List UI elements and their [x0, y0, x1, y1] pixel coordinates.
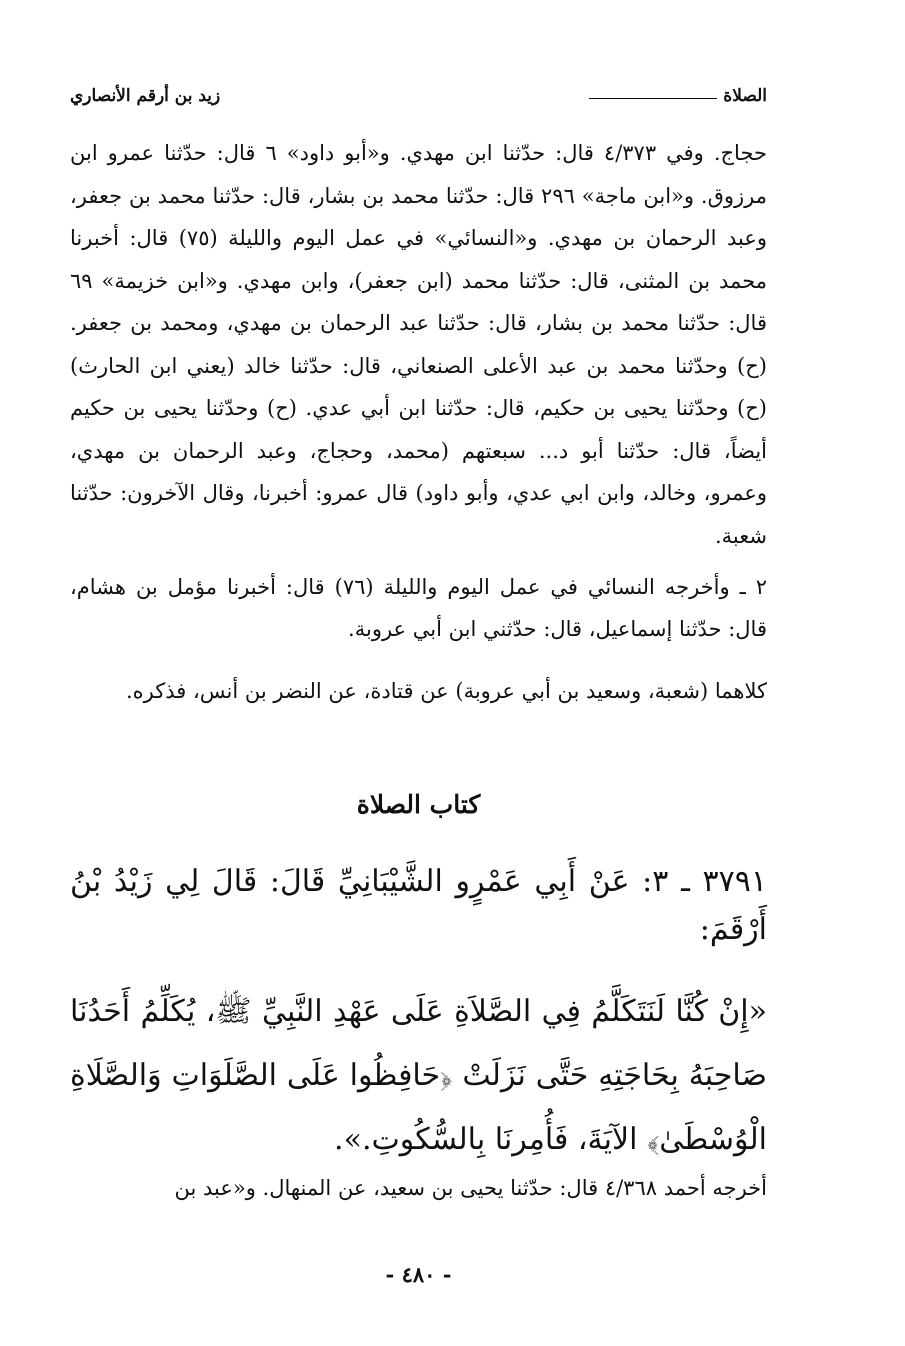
page-number: - ٤٨٠ - — [385, 1262, 452, 1287]
running-header-right — [589, 86, 767, 106]
hadith-heading: ٣٧٩١ ـ ٣: عَنْ أَبِي عَمْرٍو الشَّيْبَانِيِّ قَالَ: قَالَ لِي زَيْدُ بْنُ أَرْقَمَ: — [70, 864, 767, 947]
takhrij-paragraph-3: كلاهما (شعبة، وسعيد بن أبي عروبة) عن قتادة، عن النضر بن أنس، فذكره. — [125, 679, 767, 703]
takhrij-paragraph-1: حجاج. وفي ٤/٣٧٣ قال: حدّثنا ابن مهدي. و«أبو داود» ٦ قال: حدّثنا عمرو ابن مرزوق. و«ابن ماجة» ٢٩٦ قال: حدّثنا محمد بن بشار، قال: حدّثنا محمد بن جعفر، وعبد الرحمان بن مهدي. و«النسائي» في عمل اليوم والليلة (٧٥) قال: أخبرنا محمد بن المثنى، قال: حدّثنا محمد (ابن جعفر)، وابن مهدي. و«ابن خزيمة» ٦٩ قال: حدّثنا محمد بن بشار، قال: حدّثنا عبد الرحمان بن مهدي، ومحمد بن جعفر. (ح) وحدّثنا محمد بن عبد الأعلى الصنعاني، قال: حدّثنا خالد (يعني ابن الحارث) (ح) وحدّثنا يحيى بن حكيم، قال: حدّثنا ابن أبي عدي. (ح) وحدّثنا يحيى بن حكيم أيضاً، قال: حدّثنا أبو د... سبعتهم (محمد، وحجاج، وعبد الرحمان بن مهدي، وعمرو، وخالد، وابن ابي عدي، وأبو داود) قال عمرو: أخبرنا، وقال الآخرون: حدّثنا شعبة. — [70, 141, 768, 548]
source-note: أخرجه أحمد ٤/٣٦٨ قال: حدّثنا يحيى بن سعيد، عن المنهال. و«عبد بن — [174, 1176, 767, 1200]
book-title: زيد بن أرقم الأنصاري — [70, 86, 221, 106]
hadith-text: «إِنْ كُنَّا لَنَتَكَلَّمُ فِي الصَّلاَةِ عَلَى عَهْدِ النَّبِيِّ ﷺ، يُكَلِّمُ أَحَدُنَا صَاحِبَهُ بِحَاجَتِهِ حَتَّى نَزَلَتْ ﴿حَافِظُوا عَلَى الصَّلَوَاتِ وَالصَّلَاةِ الْوُسْطَىٰ﴾ الآيَةَ، فَأُمِرنَا بِالسُّكُوتِ.». — [70, 994, 767, 1157]
running-header — [70, 86, 767, 112]
section-title: كتاب الصلاة — [356, 790, 481, 819]
takhrij-paragraph-2: ٢ ـ وأخرجه النسائي في عمل اليوم والليلة (٧٦) قال: أخبرنا مؤمل بن هشام، قال: حدّثنا إسماعيل، قال: حدّثني ابن أبي عروبة. — [70, 575, 767, 641]
header-rule — [589, 98, 717, 99]
chapter-name: الصلاة — [723, 86, 767, 106]
